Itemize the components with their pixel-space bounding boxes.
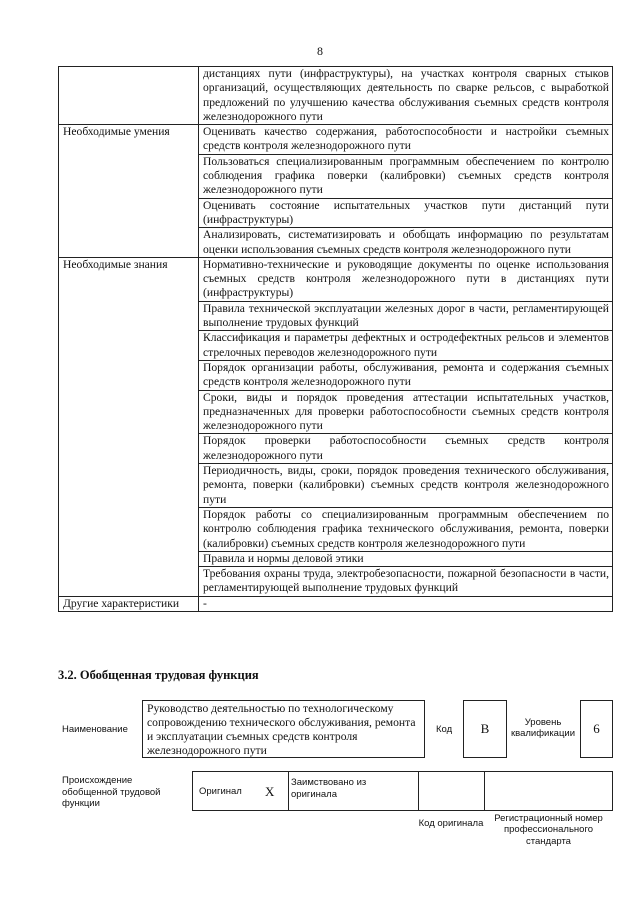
name-value-box (142, 700, 425, 758)
row-cell: Правила и нормы деловой этики (199, 551, 613, 566)
original-label: Оригинал (199, 786, 242, 797)
level-value-box (580, 700, 613, 758)
code-label: Код (436, 724, 453, 735)
row-cell: дистанциях пути (инфраструктуры), на участках контроля сварных стыков организаций, осуществляющих деятельность по сварке рельсов, с выработкой предложений по улучшению качества обслуживания съемных средств контроля железнодорожного пути (199, 67, 613, 125)
row-cell: Оценивать качество содержания, работоспособности и настройки съемных средств контроля железнодорожного пути (199, 125, 613, 155)
cell-divider (484, 772, 485, 810)
row-cell: Порядок организации работы, обслуживания, ремонта и содержания съемных средств контроля железнодорожного пути (199, 360, 613, 390)
level-value: 6 (593, 721, 600, 736)
row-cell: Классификация и параметры дефектных и остродефектных рельсов и элементов стрелочных переводов железнодорожного пути (199, 331, 613, 361)
caption-reg: Регистрационный номер профессионального стандарта (494, 812, 603, 847)
row-cell: Порядок работы со специализированным программным обеспечением по контролю соблюдения графика технического обслуживания, ремонта, поверки (калибровки) съемных средств контроля железнодорожного пути (199, 507, 613, 551)
original-mark: X (265, 784, 275, 799)
row-cell: Требования охраны труда, электробезопасности, пожарной безопасности в части, регламентирующей выполнение трудовых функций (199, 567, 613, 597)
row-cell: Нормативно-технические и руководящие документы по оценке использования съемных средств контроля железнодорожного пути в дистанциях пути (инфраструктуры) (199, 257, 613, 301)
origin-table (192, 771, 613, 811)
row-cell: Анализировать, систематизировать и обобщать информацию по результатам оценки использования съемных средств контроля железнодорожного пути (199, 228, 613, 258)
level-label: Уровень квалификации (510, 716, 576, 739)
row-cell: Пользоваться специализированным программным обеспечением по контролю соблюдения графика поверки (калибровки) съемных средств контроля железнодорожного пути (199, 154, 613, 198)
caption-code: Код оригинала (418, 818, 484, 830)
requirements-table (58, 66, 613, 612)
original-cell (193, 772, 289, 810)
cell-divider (418, 772, 419, 810)
name-label: Наименование (62, 724, 128, 735)
table-row (59, 257, 613, 301)
row-cell: Оценивать состояние испытательных участков пути дистанций пути (инфраструктуры) (199, 198, 613, 228)
code-value: B (480, 721, 490, 736)
section-title: 3.2. Обобщенная трудовая функция (58, 668, 259, 682)
table-row (59, 596, 613, 611)
row-label: Необходимые умения (59, 125, 199, 258)
row-cell: Периодичность, виды, сроки, порядок проведения технического обслуживания, ремонта, поверки (калибровки) съемных средств контроля железнодорожного пути (199, 464, 613, 508)
row-label (59, 67, 199, 125)
table-row (59, 125, 613, 155)
page-number: 8 (317, 44, 323, 58)
row-cell: - (199, 596, 613, 611)
row-cell: Сроки, виды и порядок проведения аттестации испытательных участков, предназначенных для проверки работоспособности съемных средств контроля железнодорожного пути (199, 390, 613, 434)
row-cell: Порядок проверки работоспособности съемных средств контроля железнодорожного пути (199, 434, 613, 464)
table-row (59, 67, 613, 125)
row-cell: Правила технической эксплуатации железных дорог в части, регламентирующей выполнение трудовых функций (199, 301, 613, 331)
code-value-box (463, 700, 507, 758)
borrowed-label: Заимствовано из оригинала (291, 777, 367, 800)
name-value: Руководство деятельностью по технологическому сопровождению технического обслуживания, ремонта и эксплуатации съемных средств контроля железнодорожного пути (147, 702, 416, 757)
row-label: Необходимые знания (59, 257, 199, 596)
row-label: Другие характеристики (59, 596, 199, 611)
origin-label: Происхождение обобщенной трудовой функции (62, 775, 161, 809)
